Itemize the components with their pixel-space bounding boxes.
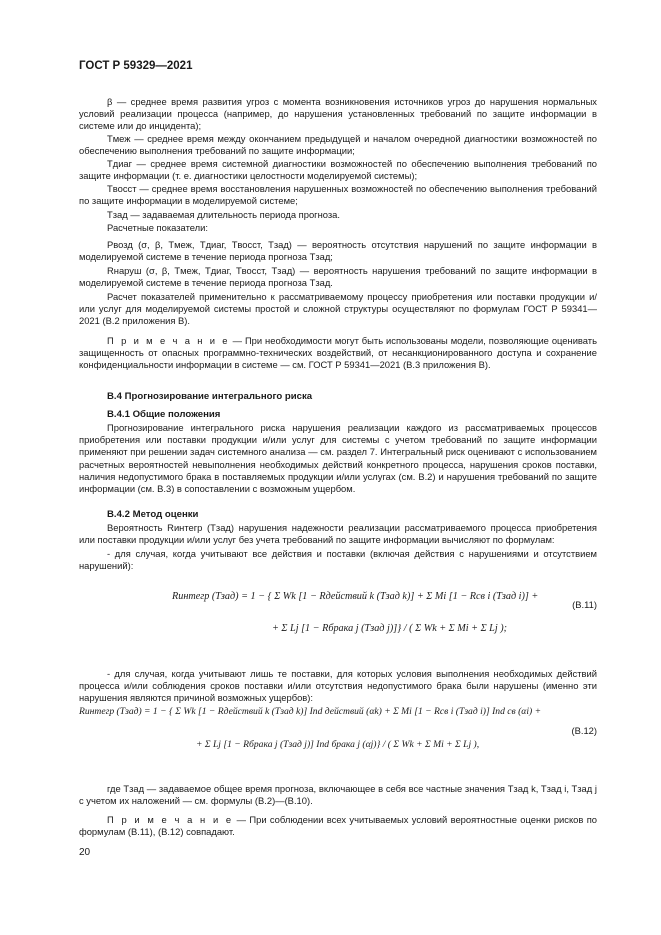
formula-b12-line-2: + Σ Lj [1 − Rбрака j (Tзад j)] Ind брака j (αj)} / ( Σ Wk + Σ Mi + Σ Lj ), xyxy=(196,739,480,750)
document-header: ГОСТ Р 59329—2021 xyxy=(79,60,193,72)
definition-p-vozd: Pвозд (σ, β, Tмеж, Tдиаг, Tвосст, Tзад) — вероятность отсутствия нарушений по защите информации в моделируемой системе в течение периода прогноза Tзад; xyxy=(79,239,597,263)
definition-t-zad: Tзад — задаваемая длительность периода прогноза. xyxy=(107,209,340,220)
formula-b12-number: (В.12) xyxy=(571,725,597,736)
calculation-paragraph: Расчет показателей применительно к рассматриваемому процессу приобретения или поставки продукции и/или услуг для моделируемой системы простой и сложной структуры осуществляют по формулам ГОСТ Р 59341—2021 (В.2 приложения В). xyxy=(79,291,597,327)
formula-b11-number: (В.11) xyxy=(572,599,597,610)
note-1-text: — При необходимости могут быть использованы модели, позволяющие оценивать защищенность от опасных программно-технических воздействий, от несанкционированного доступа и сохранение конфиденциальности информации в системе — см. ГОСТ Р 59341—2021 (В.3 приложения В). xyxy=(79,335,597,371)
page-number: 20 xyxy=(79,847,91,858)
note-1 xyxy=(79,335,597,372)
section-b42-intro: Вероятность Rинтегр (Tзад) нарушения надежности реализации рассматриваемого процесса приобретения или поставки продукции и/или услуг без учета требований по защите информации вычисляют по формулам: xyxy=(79,522,597,546)
definition-t-mezh: Tмеж — среднее время между окончанием предыдущей и началом очередной диагностики возможностей по обеспечению выполнения требований по защите информации; xyxy=(79,133,597,157)
section-b41-text: Прогнозирование интегрального риска нарушения реализации каждого из рассматриваемых процессов приобретения или поставки продукции и/или услуг для системы с учетом требований по защите информации применяют при решении задач системного анализа — см. раздел 7. Интегральный риск оценивают с использованием расчетных вероятностей невыполнения необходимых действий конкретного процесса, нарушения сроков поставки, наличия недопустимого брака в поставляемых продукции и/или услугах (см. В.2) и нарушения требований по защите информации (см. В.3) в сопоставлении с возможным ущербом. xyxy=(79,422,597,495)
note-2 xyxy=(79,814,597,838)
section-b4-title: В.4 Прогнозирование интегрального риска xyxy=(107,391,313,402)
case-1-text: - для случая, когда учитывают все действия и поставки (включая действия с нарушениями и отсутствием нарушений): xyxy=(79,548,597,572)
note-2-text: — При соблюдении всех учитываемых условий вероятностные оценки рисков по формулам (В.11), (В.12) совпадают. xyxy=(79,814,597,838)
formula-b12-line-1: Rинтегр (Tзад) = 1 − { Σ Wk [1 − Rдействий k (Tзад k)] Ind действий (αk) + Σ Mi [1 − Rсв i (Tзад i)] Ind св (αi) + xyxy=(79,706,542,717)
calculated-indicators-label: Расчетные показатели: xyxy=(107,222,208,233)
definition-beta: β — среднее время развития угроз с момента возникновения источников угроз до нарушения нормальных условий реализации процесса (например, до нарушения установленных требований по защите информации в системе или до инцидента); xyxy=(79,96,597,132)
where-paragraph: где Tзад — задаваемое общее время прогноза, включающее в себя все частные значения Tзад k, Tзад i, Tзад j с учетом их наложений — см. формулы (В.2)—(В.10). xyxy=(79,783,597,807)
note-2-label: П р и м е ч а н и е xyxy=(107,814,234,825)
note-1-label: П р и м е ч а н и е xyxy=(107,335,230,346)
formula-b11-line-2: + Σ Lj [1 − Rбрака j (Tзад j)]} / ( Σ Wk + Σ Mi + Σ Lj ); xyxy=(272,623,507,634)
section-b41-title: В.4.1 Общие положения xyxy=(107,409,221,420)
definition-t-diag: Tдиаг — среднее время системной диагностики возможностей по обеспечению выполнения требований по защите информации (т. е. диагностики целостности моделируемой системы); xyxy=(79,158,597,182)
definition-r-narush: Rнаруш (σ, β, Tмеж, Tдиаг, Tвосст, Tзад) — вероятность нарушения требований по защите информации в моделируемой системе в течение периода прогноза Tзад. xyxy=(79,265,597,289)
formula-b11-line-1: Rинтегр (Tзад) = 1 − { Σ Wk [1 − Rдействий k (Tзад k)] + Σ Mi [1 − Rсв i (Tзад i)] + xyxy=(172,591,539,602)
case-2-text: - для случая, когда учитывают лишь те поставки, для которых условия выполнения необходимых действий процесса и/или соблюдения сроков поставки и/или отсутствия недопустимого брака были нарушены (именно эти нарушения являются причиной возможных ущербов): xyxy=(79,668,597,704)
definition-t-vosst: Tвосст — среднее время восстановления нарушенных возможностей по обеспечению выполнения требований по защите информации в моделируемой системе; xyxy=(79,183,597,207)
section-b42-title: В.4.2 Метод оценки xyxy=(107,509,199,520)
